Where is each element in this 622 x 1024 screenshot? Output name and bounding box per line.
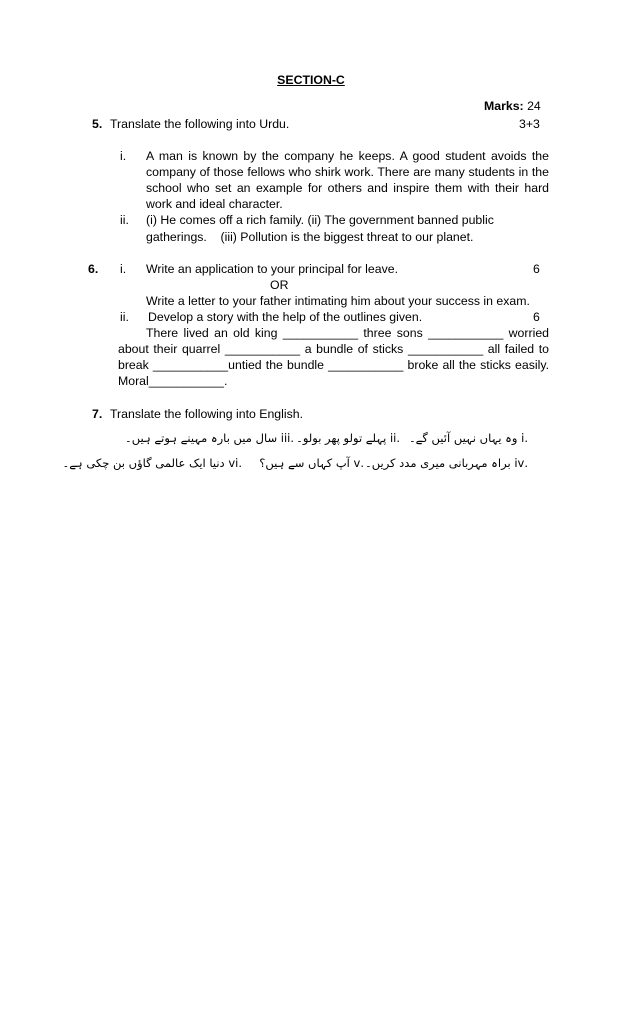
q5-number: 5.	[92, 117, 103, 131]
q7-item-i	[409, 431, 528, 445]
q7-item-v	[259, 456, 364, 470]
q6-story-line-4: Moral___________.	[118, 374, 228, 388]
q5-i-line-1: A man is known by the company he keeps. A good student avoids the	[146, 149, 549, 163]
q7-item-vi	[62, 456, 242, 470]
q7-item-iii	[125, 431, 294, 445]
q6-i-text: Write an application to your principal for leave.	[146, 262, 398, 276]
q6-story-line-3: break ___________untied the bundle ___________ broke all the sticks easily.	[118, 358, 549, 372]
q7-item-i-numeral: .i	[521, 431, 528, 445]
q6-i-alt: Write a letter to your father intimating him about your success in exam.	[146, 294, 530, 308]
q7-item-iv	[365, 456, 528, 470]
q7-item-ii-numeral: .ii	[389, 431, 400, 445]
marks-value: 24	[527, 99, 541, 113]
q5-ii-numeral: ii.	[120, 213, 129, 227]
q7-item-v-text: آپ کہاں سے ہیں؟	[259, 456, 350, 470]
q7-item-ii	[296, 431, 400, 445]
q5-i-line-3: school who set an example for others and inspire them with their hard	[146, 181, 549, 195]
q6-ii-numeral: ii.	[120, 310, 129, 324]
q5-i-numeral: i.	[120, 149, 127, 163]
q7-item-vi-text: دنیا ایک عالمی گاؤں بن چکی ہے۔	[62, 456, 225, 470]
q6-i-marks: 6	[533, 262, 540, 276]
q5-ii-line-2: gatherings. (iii) Pollution is the biggest threat to our planet.	[146, 230, 474, 244]
q5-marks: 3+3	[519, 117, 540, 131]
q7-item-i-text: وہ یہاں نہیں آئیں گے۔	[408, 431, 518, 445]
section-title: SECTION-C	[277, 73, 345, 87]
q7-item-iv-text: براہ مہربانی میری مدد کریں۔	[365, 456, 511, 470]
q7-item-vi-numeral: .vi	[228, 456, 242, 470]
q6-story-line-1: There lived an old king ___________ three sons ___________ worried	[146, 326, 549, 340]
q7-item-iii-text: سال میں بارہ مہینے ہوتے ہیں۔	[125, 431, 278, 445]
q6-i-numeral: i.	[120, 262, 127, 276]
q6-or: OR	[270, 278, 289, 292]
q7-prompt: Translate the following into English.	[110, 407, 303, 421]
q6-story-line-2: about their quarrel ___________ a bundle of sticks ___________ all failed to	[118, 342, 549, 356]
q6-ii-marks: 6	[533, 310, 540, 324]
q5-prompt: Translate the following into Urdu.	[110, 117, 290, 131]
section-marks	[484, 99, 541, 113]
q5-ii-line-1: (i) He comes off a rich family. (ii) The government banned public	[146, 213, 494, 227]
q7-item-iv-numeral: .iv	[514, 456, 528, 470]
q7-item-iii-numeral: .iii	[280, 431, 294, 445]
q7-number: 7.	[92, 407, 103, 421]
marks-label: Marks:	[484, 99, 524, 113]
q7-item-v-numeral: .v	[353, 456, 364, 470]
q6-number: 6.	[88, 262, 99, 276]
q5-i-line-4: work and ideal character.	[146, 197, 283, 211]
q7-item-ii-text: پہلے تولو پھر بولو۔	[296, 431, 387, 445]
q6-ii-text: Develop a story with the help of the outlines given.	[148, 310, 423, 324]
q5-i-line-2: company of those fellows who shirk work. There are many students in the	[146, 165, 549, 179]
